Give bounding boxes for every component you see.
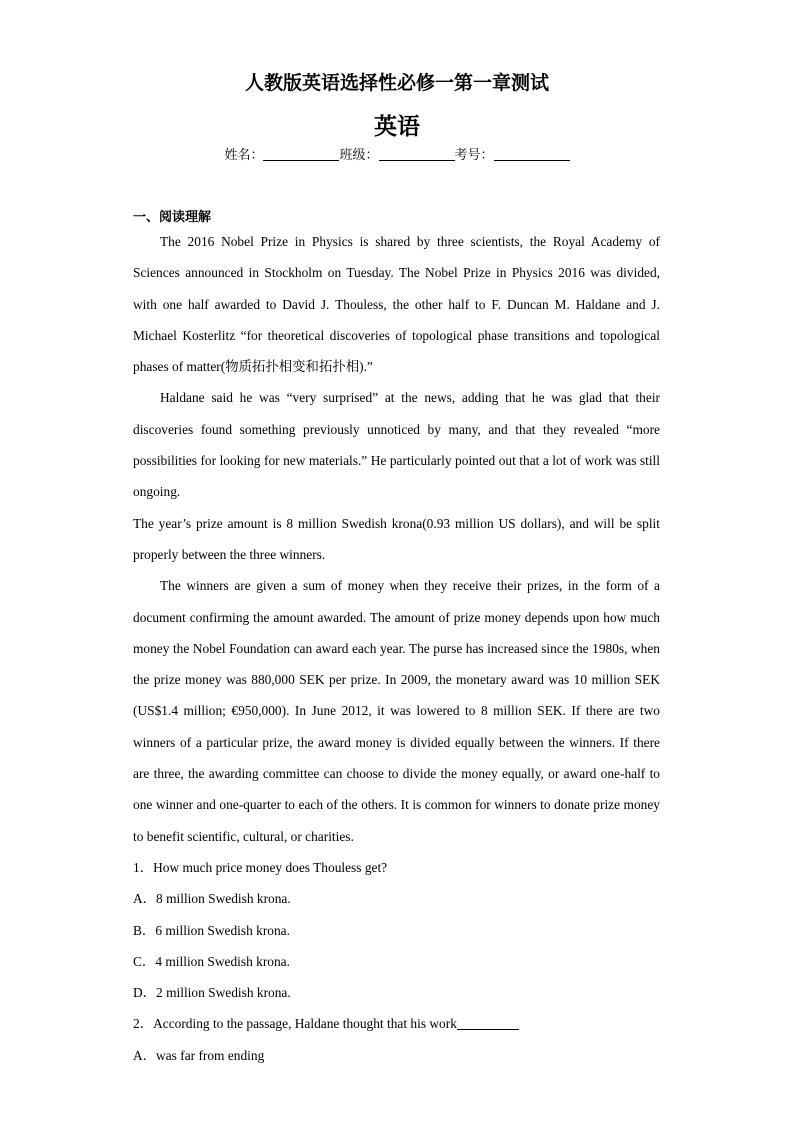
class-label: 班级： bbox=[339, 148, 379, 163]
number-blank[interactable] bbox=[494, 146, 570, 161]
passage-paragraph-4: The winners are given a sum of money when they receive their prizes, in the form of a document confirming the amount awarded. The amount of prize money depends upon how much money the Nobel Foundation can award each year. The purse has increased since the 1980s, when the prize money was 880,000 SEK per prize. In 2009, the monetary award was 10 million SEK (US$1.4 million; €950,000). In June 2012, it was lowered to 8 million SEK. If there are two winners of a particular prize, the award money is divided equally between the winners. If there are three, the awarding committee can choose to divide the money equally, or award one-half to one winner and one-quarter to each of the others. It is common for winners to donate prize money to benefit scientific, cultural, or charities. bbox=[133, 578, 660, 844]
passage-paragraph-2: Haldane said he was “very surprised” at the news, adding that he was glad that their discoveries found something previously unnoticed by many, and that they revealed “more possibilities for looking for new materials.” He particularly pointed out that a lot of work was still ongoing. bbox=[133, 390, 660, 500]
section-heading: 一、阅读理解 bbox=[133, 210, 212, 225]
question-1-stem: 1．How much price money does Thouless get? bbox=[133, 859, 388, 875]
exam-title: 人教版英语选择性必修一第一章测试 bbox=[244, 72, 549, 94]
question-2-option-a[interactable]: A．was far from ending bbox=[133, 1047, 265, 1063]
name-blank[interactable] bbox=[263, 146, 339, 161]
class-blank[interactable] bbox=[379, 146, 455, 161]
question-1-option-b[interactable]: B．6 million Swedish krona. bbox=[133, 922, 290, 938]
question-2-blank[interactable] bbox=[457, 1015, 519, 1030]
student-info-line bbox=[0, 144, 794, 163]
question-2-line bbox=[133, 1008, 660, 1039]
name-label: 姓名： bbox=[224, 148, 264, 163]
question-1-option-c[interactable]: C．4 million Swedish krona. bbox=[133, 953, 290, 969]
number-label: 考号： bbox=[454, 148, 494, 163]
passage-paragraph-1: The 2016 Nobel Prize in Physics is shared by three scientists, the Royal Academy of Sciences announced in Stockholm on Tuesday. The Nobel Prize in Physics 2016 was divided, with one half awarded to David J. Thouless, the other half to F. Duncan M. Haldane and J. Michael Kosterlitz “for theoretical discoveries of topological phase transitions and topological phases of matter(物质拓扑相变和拓扑相).” bbox=[133, 234, 660, 375]
subject-title: 英语 bbox=[374, 114, 420, 140]
passage-paragraph-3: The year’s prize amount is 8 million Swedish krona(0.93 million US dollars), and will be split properly between the three winners. bbox=[133, 515, 660, 562]
reading-passage bbox=[133, 226, 660, 1071]
question-1-option-a[interactable]: A．8 million Swedish krona. bbox=[133, 891, 291, 907]
question-1-option-d[interactable]: D．2 million Swedish krona. bbox=[133, 985, 291, 1001]
question-2-stem: 2．According to the passage, Haldane thought that his work bbox=[133, 1016, 457, 1032]
